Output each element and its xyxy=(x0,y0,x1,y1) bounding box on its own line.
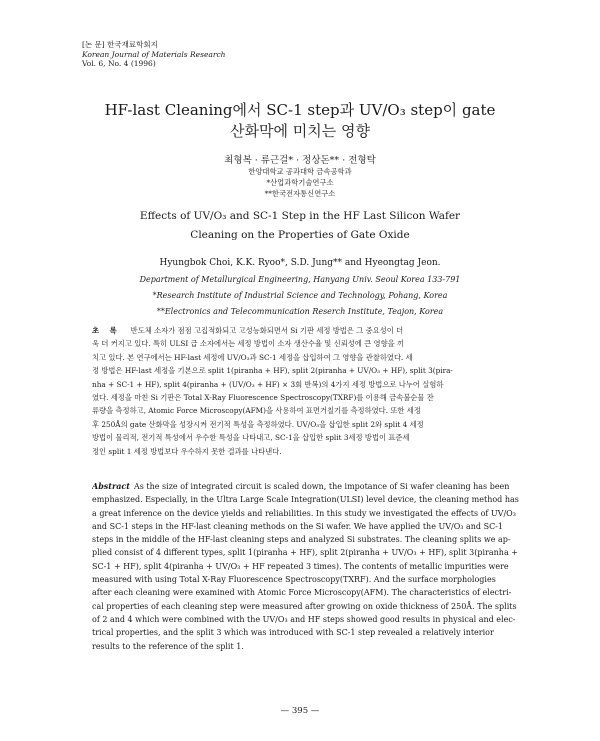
title-en-line-1: Effects of UV/O₃ and SC-1 Step in the HF Last Silicon Wafer xyxy=(139,210,461,222)
abstract-en-label: Abstract xyxy=(92,481,130,491)
abstract-en-line: a great inference on the device yields and reliabilities. In this study we investigated the effects of UV/O₃ xyxy=(92,508,516,518)
abstract-en-line: plied consist of 4 different types, split 1(piranha + HF), split 2(piranha + UV/O₃ + HF), split 3(piranha + xyxy=(92,548,518,558)
abstract-ko-label: 초 록 xyxy=(92,326,121,335)
abstract-en-text: As the size of integrated circuit is scaled down, the impotance of Si wafer cleaning has been xyxy=(133,482,510,491)
abstract-en-line: and SC-1 steps in the HF-last cleaning methods on the Si wafer. We have applied the UV/O₃ and SC-1 xyxy=(92,521,503,531)
abstract-ko xyxy=(92,324,520,458)
abstract-en-line: results to the reference of the split 1. xyxy=(92,641,244,651)
affiliation-ko-1: 한양대학교 공과대학 금속공학과 xyxy=(248,167,352,176)
title-ko-line-2: 산화막에 미치는 영향 xyxy=(230,122,370,140)
affiliation-en-1: Department of Metallurgical Engineering, Hanyang Univ. Seoul Korea 133-791 xyxy=(139,275,461,284)
abstract-ko-line: 류량을 측정하고, Atomic Force Microscopy(AFM)을 사용하여 표면거칠기를 측정하였다. 또한 세정 xyxy=(92,406,421,416)
abstract-ko-line xyxy=(92,324,520,337)
abstract-ko-line: 욱 더 커지고 있다. 특히 ULSI 급 소자에서는 세정 방법이 소자 생산수율 및 신뢰성에 큰 영향을 끼 xyxy=(92,339,405,349)
affiliation-ko-2: *산업과학기술연구소 xyxy=(266,178,334,187)
journal-header xyxy=(82,40,225,69)
abstract-ko-line: 였다. 세정을 마친 Si 기판은 Total X-Ray Fluorescence Spectroscopy(TXRF)를 이용해 금속불순물 잔 xyxy=(92,392,434,402)
abstract-en-line: of 2 and 4 which were combined with the UV/O₃ and HF steps showed good results in physical and elec- xyxy=(92,614,516,624)
journal-name-ko: [논 문] 한국재료학회지 xyxy=(82,40,158,49)
authors-ko: 최형복 · 류근걸* · 정상돈** · 전형탁 xyxy=(224,155,376,166)
abstract-en-line: after each cleaning were examined with Atomic Force Microscopy(AFM). The characteristics of electri- xyxy=(92,588,512,598)
abstract-en-line: emphasized. Especially, in the Ultra Large Scale Integration(ULSI) level device, the cleaning method has xyxy=(92,495,519,505)
abstract-en-line: SC-1 + HF), split 4(piranha + UV/O₃ + HF repeated 3 times). The contents of metallic impurities were xyxy=(92,561,509,571)
abstract-ko-line: 정 방법은 HF-last 세정을 기본으로 split 1(piranha + HF), split 2(piranha + UV/O₃ + HF), split 3(pira- xyxy=(92,366,453,376)
title-en-line-2: Cleaning on the Properties of Gate Oxide xyxy=(190,229,410,241)
abstract-ko-line: 방법이 물리적, 전기적 특성에서 우수한 특성을 나타내고, SC-1을 삽입한 split 3세정 방법이 표준세 xyxy=(92,433,410,443)
page-number: — 395 — xyxy=(280,706,320,716)
abstract-ko-line: 후 250Å의 gate 산화막을 성장시켜 전기적 특성을 측정하였다. UV/O₃을 삽입한 split 2와 split 4 세정 xyxy=(92,419,424,429)
authors-en: Hyungbok Choi, K.K. Ryoo*, S.D. Jung** and Hyeongtag Jeon. xyxy=(159,258,441,268)
affiliation-en-3: **Electronics and Telecommunication Reserch Institute, Teajon, Korea xyxy=(156,307,444,316)
abstract-en-line: measured with using Total X-Ray Fluorescence Spectroscopy(TXRF). And the surface morphologies xyxy=(92,575,496,585)
abstract-en-line: cal properties of each cleaning step were measured after growing on oxide thickness of 250Å. The splits xyxy=(92,601,517,611)
abstract-en-line xyxy=(92,480,520,493)
abstract-en-line: steps in the middle of the HF-last cleaning steps and analyzed Si substrates. The cleaning splits we ap- xyxy=(92,535,511,545)
abstract-ko-line: 정인 split 1 세정 방법보다 우수하지 못한 결과를 나타낸다. xyxy=(92,446,282,456)
affiliation-ko-3: **한국전자통신연구소 xyxy=(264,189,336,198)
abstract-ko-line: 치고 있다. 본 연구에서는 HF-last 세정에 UV/O₃과 SC-1 세정을 삽입하여 그 영향을 관찰하였다. 세 xyxy=(92,352,413,362)
journal-name-en: Korean Journal of Materials Research xyxy=(82,49,226,59)
abstract-ko-line: nha + SC-1 + HF), split 4(piranha + (UV/O₃ + HF) × 3회 반복)의 4가지 세정 방법으로 나누어 실험하 xyxy=(92,379,444,389)
journal-volume: Vol. 6, No. 4 (1996) xyxy=(82,59,156,68)
title-ko-line-1: HF-last Cleaning에서 SC-1 step과 UV/O₃ step이 gate xyxy=(104,101,496,119)
abstract-en xyxy=(92,480,520,653)
abstract-ko-text: 반도체 소자가 점점 고집적화되고 고성능화되면서 Si 기판 세정 방법은 그 중요성이 더 xyxy=(130,326,404,335)
affiliation-en-2: *Research Institute of Industrial Science and Technology, Pohang, Korea xyxy=(152,291,448,300)
abstract-en-line: trical properties, and the split 3 which was introduced with SC-1 step revealed a relatively interior xyxy=(92,628,494,638)
